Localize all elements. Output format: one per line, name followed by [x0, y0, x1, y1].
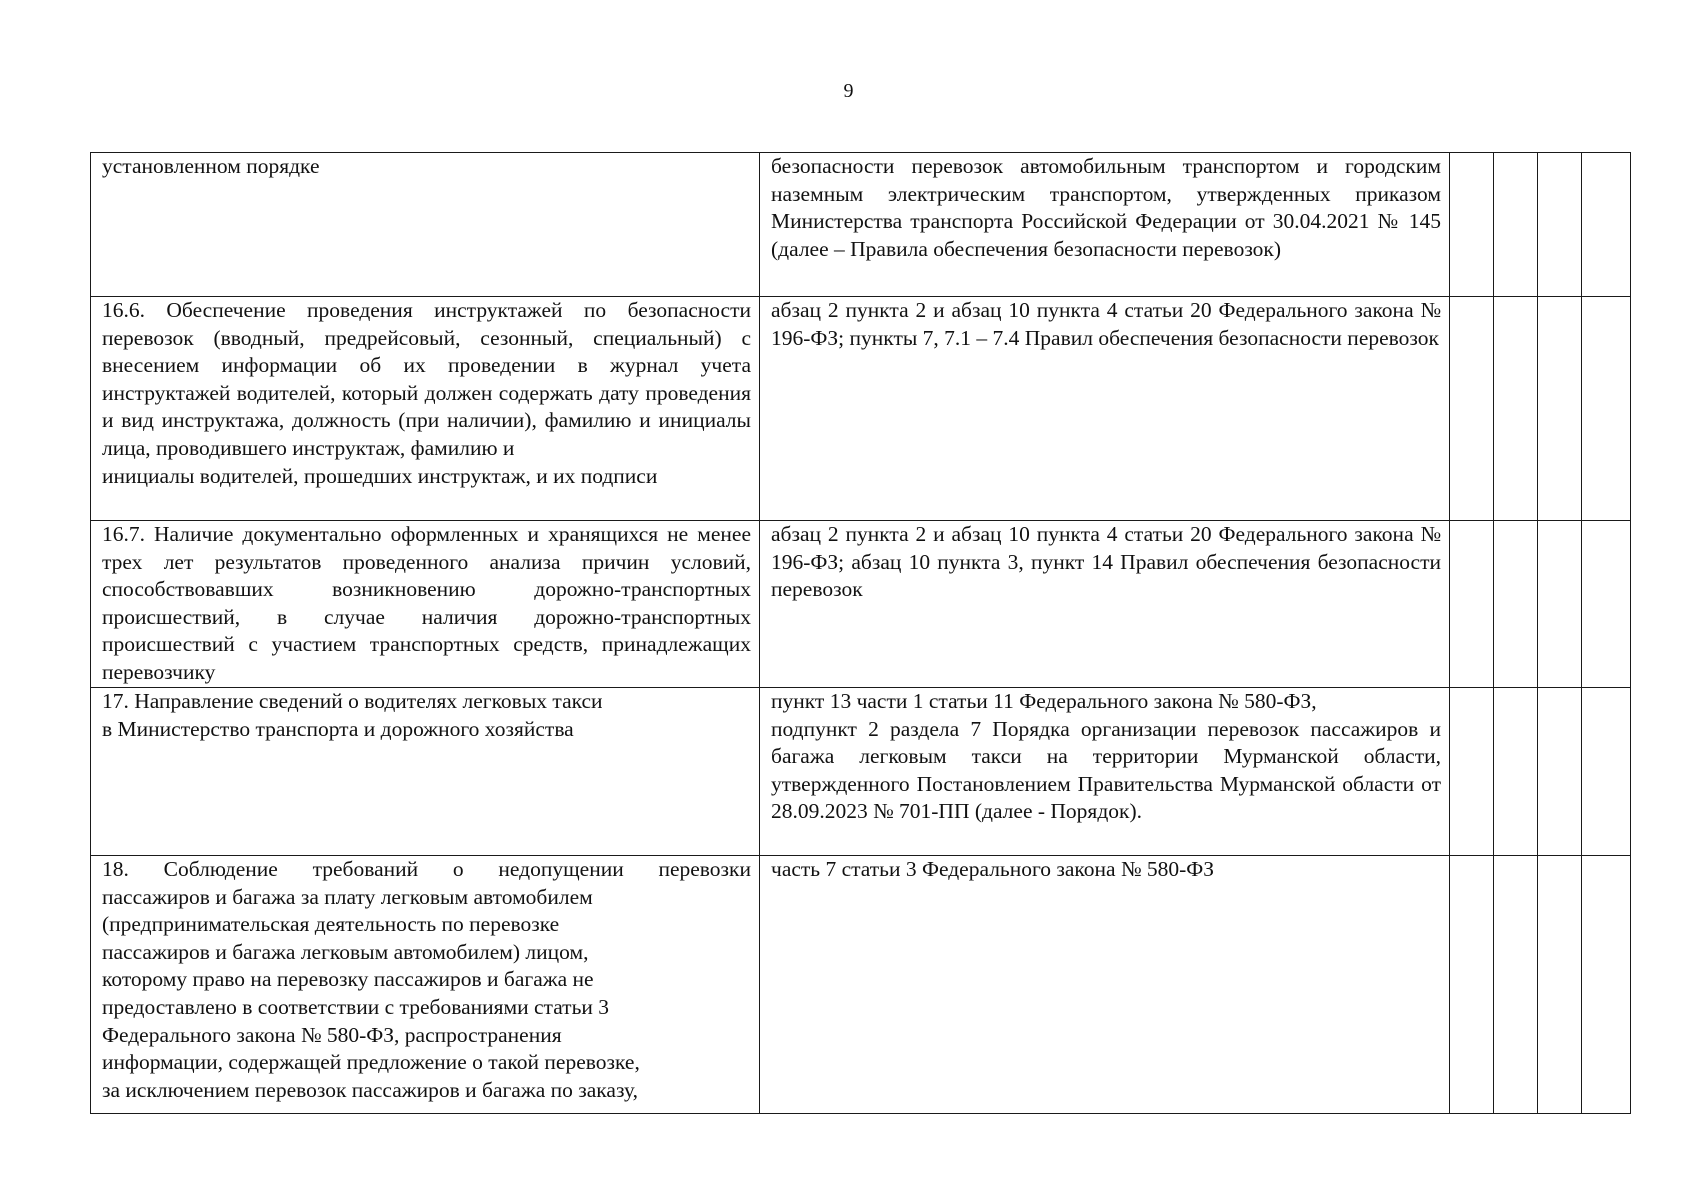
requirement-text-continued: пассажиров и багажа за плату легковым автомобилем (предпринимательская деятельность по перевозке пассажиров и багажа легковым автомобилем) лицом, которому право на перевозку пассажиров и багажа не предоставлено в соответствии с требованиями статьи 3 Федерального закона № 580-ФЗ, распространения информации, содержащей предложение о такой перевозке, за исключением перевозок пассажиров и багажа по заказу,	[102, 884, 640, 1102]
check-cell	[1582, 688, 1631, 856]
check-cell	[1582, 521, 1631, 688]
legal-basis-cell	[760, 856, 1450, 1114]
check-cell	[1538, 856, 1582, 1114]
check-cell	[1494, 153, 1538, 297]
check-cell	[1494, 688, 1538, 856]
legal-basis-text: абзац 2 пункта 2 и абзац 10 пункта 4 статьи 20 Федерального закона № 196-ФЗ; пункты 7, 7.1 – 7.4 Правил обеспечения безопасности перевозок	[771, 298, 1441, 350]
requirement-text: 17. Направление сведений о водителях легковых такси в Министерство транспорта и дорожного хозяйства	[102, 689, 603, 741]
check-cell	[1450, 856, 1494, 1114]
check-cell	[1494, 856, 1538, 1114]
check-cell	[1538, 688, 1582, 856]
check-cell	[1582, 297, 1631, 521]
requirement-text: установленном порядке	[102, 154, 320, 178]
check-cell	[1450, 688, 1494, 856]
legal-basis-cell	[760, 297, 1450, 521]
requirement-text: 18. Соблюдение требований о недопущении перевозки	[102, 857, 751, 881]
requirement-text: 16.6. Обеспечение проведения инструктажей по безопасности перевозок (вводный, предрейсовый, сезонный, специальный) с внесением информации об их проведении в журнал учета инструктажей водителей, который должен содержать дату проведения и вид инструктажа, должность (при наличии), фамилию и инициалы лица, проводившего инструктаж, фамилию и	[102, 298, 751, 460]
requirement-cell	[91, 297, 760, 521]
requirement-cell	[91, 688, 760, 856]
requirement-text: 16.7. Наличие документально оформленных и хранящихся не менее трех лет результатов проведенного анализа причин условий, способствовавших возникновению дорожно-транспортных происшествий, в случае наличия дорожно-транспортных происшествий с участием транспортных средств, принадлежащих перевозчику	[102, 522, 751, 684]
table-row	[91, 153, 1631, 297]
legal-basis-text: часть 7 статьи 3 Федерального закона № 580-ФЗ	[771, 857, 1215, 881]
check-cell	[1450, 153, 1494, 297]
table-row	[91, 297, 1631, 521]
requirements-table	[90, 152, 1631, 1114]
legal-basis-cell	[760, 688, 1450, 856]
check-cell	[1538, 153, 1582, 297]
check-cell	[1450, 521, 1494, 688]
requirement-text-continued: инициалы водителей, прошедших инструктаж, и их подписи	[102, 463, 658, 488]
check-cell	[1494, 521, 1538, 688]
check-cell	[1538, 297, 1582, 521]
legal-basis-text-continued: подпункт 2 раздела 7 Порядка организации перевозок пассажиров и багажа легковым такси на территории Мурманской области, утвержденного Постановлением Правительства Мурманской области от 28.09.2023 № 701-ПП (далее - Порядок).	[771, 716, 1441, 824]
legal-basis-text: пункт 13 части 1 статьи 11 Федерального закона № 580-ФЗ,	[771, 689, 1317, 713]
requirement-cell	[91, 521, 760, 688]
legal-basis-cell	[760, 521, 1450, 688]
legal-basis-text: безопасности перевозок автомобильным транспортом и городским наземным электрическим транспортом, утвержденных приказом Министерства транспорта Российской Федерации от 30.04.2021 № 145 (далее – Правила обеспечения безопасности перевозок)	[771, 154, 1441, 261]
check-cell	[1538, 521, 1582, 688]
check-cell	[1582, 153, 1631, 297]
legal-basis-text: абзац 2 пункта 2 и абзац 10 пункта 4 статьи 20 Федерального закона № 196-ФЗ; абзац 10 пункта 3, пункт 14 Правил обеспечения безопасности перевозок	[771, 522, 1441, 602]
table-row	[91, 856, 1631, 1114]
page-number: 9	[843, 80, 854, 102]
check-cell	[1494, 297, 1538, 521]
requirement-cell	[91, 856, 760, 1114]
legal-basis-cell	[760, 153, 1450, 297]
table-row	[91, 688, 1631, 856]
check-cell	[1582, 856, 1631, 1114]
table-row	[91, 521, 1631, 688]
requirement-cell	[91, 153, 760, 297]
check-cell	[1450, 297, 1494, 521]
